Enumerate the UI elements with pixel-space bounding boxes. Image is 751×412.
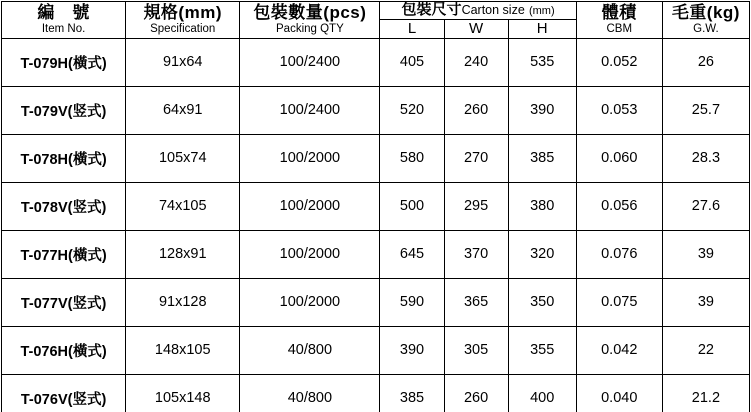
cell-specification: 105x148 [126,374,240,412]
cell-width: 270 [444,134,508,182]
cell-specification: 74x105 [126,182,240,230]
column-header-item-no [2,2,126,39]
column-header-cbm-en: CBM [606,23,633,36]
column-header-gross-weight-cn: 毛重(kg) [671,3,740,23]
cell-length: 580 [380,134,444,182]
table-row [2,86,750,134]
cell-length: 590 [380,278,444,326]
cell-width: 295 [444,182,508,230]
cell-length: 385 [380,374,444,412]
table-row [2,326,750,374]
cell-length: 520 [380,86,444,134]
cell-packing-qty: 100/2400 [240,38,380,86]
column-header-width: W [444,19,508,38]
column-header-packing-qty-en: Packing QTY [276,23,344,36]
cell-item-no [2,182,126,230]
cell-gross-weight: 39 [662,230,749,278]
cell-length: 390 [380,326,444,374]
table-row [2,230,750,278]
item-orientation-label: (竖式) [67,199,107,216]
cell-item-no [2,278,126,326]
cell-gross-weight: 39 [662,278,749,326]
cell-item-no [2,86,126,134]
cell-cbm: 0.056 [576,182,662,230]
cell-height: 535 [508,38,576,86]
cell-length: 645 [380,230,444,278]
item-orientation-label: (橫式) [68,55,107,72]
cell-gross-weight: 28.3 [662,134,749,182]
cell-gross-weight: 22 [662,326,749,374]
cell-width: 240 [444,38,508,86]
item-orientation-label: (橫式) [68,247,107,264]
cell-item-no [2,374,126,412]
column-header-specification [126,2,240,39]
column-header-cbm-cn: 體積 [601,3,637,23]
table-row [2,134,750,182]
cell-packing-qty: 40/800 [240,374,380,412]
column-header-carton-size-en: Carton size [461,3,525,17]
item-no-code: T-078V [20,199,68,216]
table-header [2,2,750,39]
item-orientation-label: (竖式) [67,295,107,312]
cell-cbm: 0.076 [576,230,662,278]
cell-height: 320 [508,230,576,278]
carton-specification-table [1,1,750,412]
cell-width: 260 [444,374,508,412]
cell-length: 405 [380,38,444,86]
cell-specification: 128x91 [126,230,240,278]
cell-gross-weight: 21.2 [662,374,749,412]
cell-cbm: 0.053 [576,86,662,134]
item-no-code: T-077V [20,295,68,312]
cell-specification: 148x105 [126,326,240,374]
item-no-code: T-077H [20,247,69,264]
cell-cbm: 0.042 [576,326,662,374]
column-header-cbm [576,2,662,39]
column-header-length: L [380,19,444,38]
cell-gross-weight: 25.7 [662,86,749,134]
item-no-code: T-079V [20,103,68,120]
cell-packing-qty: 100/2000 [240,134,380,182]
item-orientation-label: (竖式) [67,103,107,120]
cell-cbm: 0.040 [576,374,662,412]
item-no-code: T-078H [20,151,69,168]
cell-specification: 91x64 [126,38,240,86]
cell-length: 500 [380,182,444,230]
cell-item-no [2,38,126,86]
item-no-code: T-079H [20,55,69,72]
cell-height: 350 [508,278,576,326]
cell-cbm: 0.052 [576,38,662,86]
cell-packing-qty: 100/2000 [240,278,380,326]
cell-width: 365 [444,278,508,326]
cell-height: 380 [508,182,576,230]
column-header-specification-cn: 規格(mm) [143,3,222,23]
table-row [2,374,750,412]
cell-cbm: 0.075 [576,278,662,326]
column-header-height: H [508,19,576,38]
column-header-gross-weight-en: G.W. [693,23,719,36]
cell-item-no [2,230,126,278]
cell-packing-qty: 100/2000 [240,230,380,278]
column-header-packing-qty [240,2,380,39]
cell-specification: 105x74 [126,134,240,182]
table-row [2,278,750,326]
column-header-item-no-cn: 編 號 [37,3,90,23]
cell-height: 385 [508,134,576,182]
column-header-specification-en: Specification [150,23,216,36]
cell-specification: 91x128 [126,278,240,326]
column-header-carton-size-unit: (mm) [528,5,555,17]
table-body [2,38,750,412]
cell-packing-qty: 100/2400 [240,86,380,134]
cell-height: 400 [508,374,576,412]
cell-cbm: 0.060 [576,134,662,182]
column-header-carton-size-cn: 包裝尺寸 [401,1,462,18]
column-header-gross-weight [662,2,749,39]
cell-packing-qty: 100/2000 [240,182,380,230]
item-orientation-label: (橫式) [68,151,107,168]
cell-height: 390 [508,86,576,134]
column-header-carton-size-group [380,2,575,19]
cell-specification: 64x91 [126,86,240,134]
table-row [2,182,750,230]
header-row-main [2,2,750,20]
item-no-code: T-076V [20,391,68,408]
column-header-item-no-en: Item No. [41,23,86,36]
item-no-code: T-076H [20,343,69,360]
item-orientation-label: (竖式) [67,391,107,408]
cell-width: 370 [444,230,508,278]
cell-width: 305 [444,326,508,374]
cell-width: 260 [444,86,508,134]
column-header-packing-qty-cn: 包裝數量(pcs) [253,3,367,23]
cell-gross-weight: 27.6 [662,182,749,230]
cell-height: 355 [508,326,576,374]
item-orientation-label: (橫式) [68,343,107,360]
table-row [2,38,750,86]
cell-item-no [2,134,126,182]
column-header-carton-size [380,2,576,20]
cell-item-no [2,326,126,374]
cell-gross-weight: 26 [662,38,749,86]
cell-packing-qty: 40/800 [240,326,380,374]
